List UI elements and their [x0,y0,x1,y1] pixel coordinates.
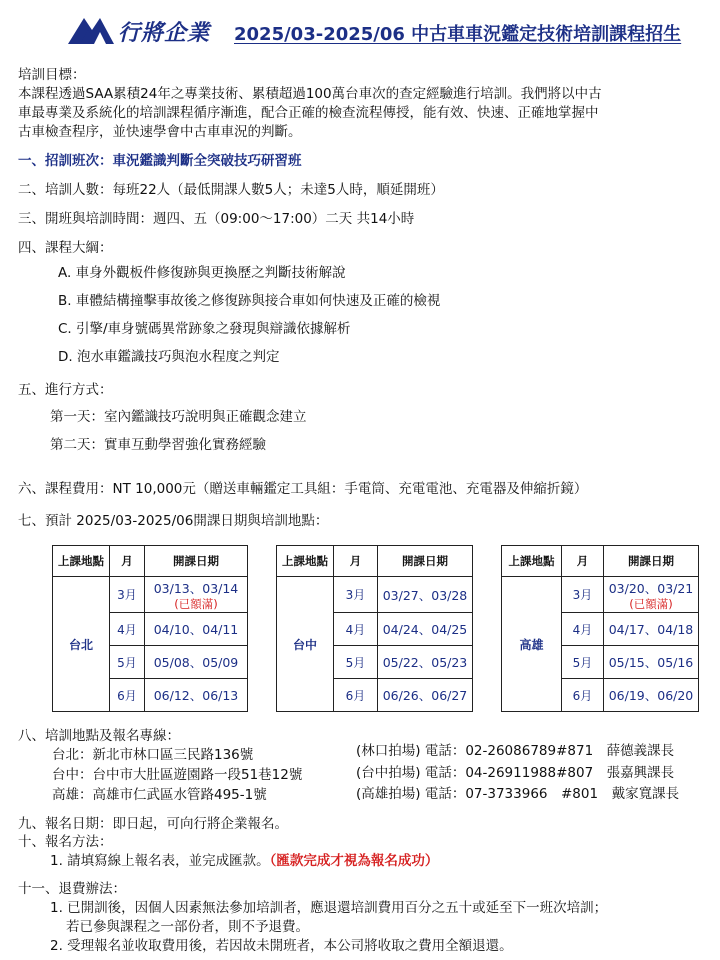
refund-item-2: 2. 受理報名並收取費用後，若因故未開班者，本公司將收取之費用全額退還。 [50,938,513,954]
date-cell [604,577,699,613]
section-1: 一、招訓班次：車況鑑識判斷全突破技巧研習班 [18,153,302,169]
month-cell: 5月 [334,646,378,679]
address-taipei: 台北：新北市林口區三民路136號 [52,747,254,763]
signup-step-text: 1. 請填寫線上報名表，並完成匯款。 [50,853,270,869]
schedule-table-taipei [52,545,248,712]
intro-heading: 培訓目標： [18,67,86,83]
date-cell: 05/08、05/09 [145,646,248,679]
col-header-month: 月 [562,546,604,577]
refund-item-1: 1. 已開訓後，因個人因素無法參加培訓者，應退還培訓費用百分之五十或延至下一班次培訓； [50,900,608,916]
address-kaohsiung: 高雄：高雄市仁武區水管路495-1號 [52,787,267,803]
outline-item-b: B. 車體結構撞擊事故後之修復跡與接合車如何快速及正確的檢視 [58,293,441,309]
intro-line-2: 車最專業及系統化的培訓課程循序漸進，配合正確的檢查流程傳授，能有效、快速、正確地掌握中 [18,105,599,121]
month-cell: 6月 [110,679,145,712]
month-cell: 4月 [334,613,378,646]
contact-kaohsiung: (高雄拍場) 電話：07-3733966 #801 戴家寬課長 [356,786,680,802]
intro-line-1: 本課程透過SAA累積24年之專業技術、累積超過100萬台車次的查定經驗進行培訓。我們將以中古 [18,86,602,102]
date-cell: 06/19、06/20 [604,679,699,712]
date-cell: 06/12、06/13 [145,679,248,712]
section-4: 四、課程大綱： [18,240,113,256]
date-cell: 05/22、05/23 [378,646,473,679]
intro-line-3: 古車檢查程序，並快速學會中古車車況的判斷。 [18,124,302,140]
date-text: 03/20、03/21 [608,580,694,596]
outline-item-a: A. 車身外觀板件修復跡與更換歷之判斷技術解說 [58,265,346,281]
contact-linkou: (林口拍場) 電話：02-26086789#871 薛德義課長 [356,743,675,759]
payment-notice: （匯款完成才視為報名成功） [269,853,439,869]
date-cell: 04/17、04/18 [604,613,699,646]
section-10: 十、報名方法： [18,834,113,850]
section-9: 九、報名日期：即日起，可向行將企業報名。 [18,816,288,832]
col-header-date: 開課日期 [145,546,248,577]
month-cell: 6月 [562,679,604,712]
date-cell: 04/24、04/25 [378,613,473,646]
address-taichung: 台中：台中市大肚區遊園路一段51巷12號 [52,767,303,783]
month-cell: 4月 [110,613,145,646]
col-header-date: 開課日期 [378,546,473,577]
page-title: 2025/03-2025/06 中古車車況鑑定技術培訓課程招生 [234,24,682,45]
col-header-location: 上課地點 [277,546,334,577]
day-one: 第一天：室內鑑識技巧說明與正確觀念建立 [50,409,307,425]
location-cell: 台北 [53,577,110,712]
col-header-month: 月 [334,546,378,577]
date-text: 03/13、03/14 [153,580,239,596]
col-header-date: 開課日期 [604,546,699,577]
date-cell: 03/27、03/28 [378,577,473,613]
section-6: 六、課程費用：NT 10,000元（贈送車輛鑑定工具組：手電筒、充電電池、充電器及伸縮折鏡） [18,481,588,497]
schedule-table-taichung [276,545,473,712]
outline-item-c: C. 引擎/車身號碼異常跡象之發現與辯識依據解析 [58,321,351,337]
location-cell: 高雄 [502,577,562,712]
section-5: 五、進行方式： [18,382,113,398]
company-logo [66,10,216,50]
refund-item-1-cont: 若已參與課程之一部份者，則不予退費。 [66,919,309,935]
section-7: 七、預計 2025/03-2025/06開課日期與培訓地點： [18,513,329,529]
location-cell: 台中 [277,577,334,712]
signup-step [50,852,438,871]
date-cell: 04/10、04/11 [145,613,248,646]
schedule-table-kaohsiung [501,545,699,712]
date-cell [145,577,248,613]
contact-taichung: (台中拍場) 電話：04-26911988#807 張嘉興課長 [356,765,675,781]
col-header-location: 上課地點 [502,546,562,577]
col-header-month: 月 [110,546,145,577]
date-cell: 05/15、05/16 [604,646,699,679]
month-cell: 3月 [334,577,378,613]
outline-item-d: D. 泡水車鑑識技巧與泡水程度之判定 [58,349,280,365]
section-11: 十一、退費辦法： [18,881,126,897]
section-8: 八、培訓地點及報名專線： [18,728,180,744]
section-2: 二、培訓人數：每班22人（最低開課人數5人；未達5人時，順延開班） [18,182,444,198]
full-badge: (已額滿) [629,596,673,611]
full-badge: (已額滿) [174,596,218,611]
month-cell: 3月 [110,577,145,613]
day-two: 第二天：實車互動學習強化實務經驗 [50,437,266,453]
date-cell: 06/26、06/27 [378,679,473,712]
logo-mark-icon [66,12,116,46]
month-cell: 4月 [562,613,604,646]
section-3: 三、開班與培訓時間：週四、五（09:00～17:00）二天 共14小時 [18,211,415,227]
month-cell: 5月 [110,646,145,679]
month-cell: 3月 [562,577,604,613]
month-cell: 5月 [562,646,604,679]
month-cell: 6月 [334,679,378,712]
logo-text: 行將企業 [118,21,211,46]
col-header-location: 上課地點 [53,546,110,577]
